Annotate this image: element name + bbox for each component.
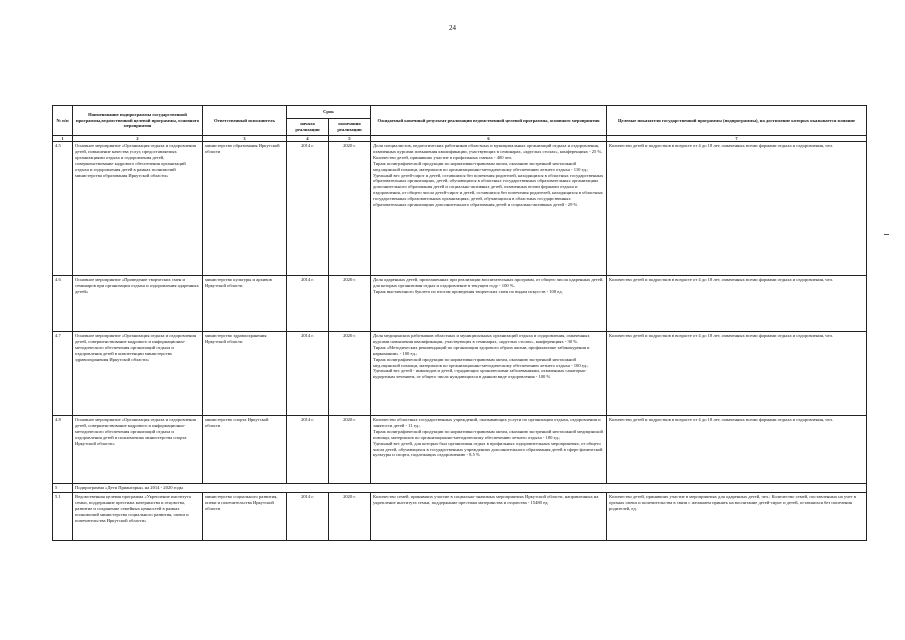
row-responsible: министерство спорта Иркутской области — [203, 416, 287, 484]
result-line: Доля специалистов, педагогических работников областных и муниципальных организаций отдыха и оздоровления, охваченных курсами повышения квалификации, участвующих в семинарах, «круглых столах», конференциях - 25 %. — [373, 143, 603, 154]
row-end: 2020 г. — [329, 492, 371, 540]
header-result: Ожидаемый конечный результат реализации ведомственной целевой программы, основного мероприятия — [371, 106, 607, 136]
result-line: Тираж полиграфической продукции по нормативно-правовым актам, оказанию экстренной неотложной мед.ицинской помощи, материалов по организационно-методическому обеспечению летнего отдыха - 110 ед.; — [373, 160, 589, 172]
result-line: Тираж полиграфической продукции по нормативно-правовым актам, оказанию экстренной неотложной медицинской помощи, материалов по организационно-методическому обеспечению летнего отдыха - 100 ед.; — [373, 428, 603, 440]
row-start: 2014 г. — [287, 492, 329, 540]
row-name: Основное мероприятие «Проведение творческих смен и семинаров при организации отдыха и оздоровления одаренных детей» — [73, 276, 203, 332]
column-number: 7 — [607, 136, 867, 142]
row-responsible: министерство культуры и архивов Иркутской области — [203, 276, 287, 332]
header-indicators: Целевые показатели государственной программы (подпрограммы), на достижение которых оказывается влияние — [607, 106, 867, 136]
column-number: 4 — [287, 136, 329, 142]
row-result — [371, 276, 607, 332]
header-term: Срок — [287, 106, 371, 119]
row-responsible: министерство здравоохранения Иркутской области — [203, 332, 287, 416]
row-indicators: Количество детей и подростков в возрасте от 4 до 18 лет, охваченных всеми формами отдыха и оздоровления, чел. — [607, 332, 867, 416]
table-row — [53, 142, 867, 276]
result-line: Удельный вес детей, для которых был организован отдых в профильных оздоровительных мероприятиях, от общего числа детей, обучающихся в государственных учреждениях дополнительного образования детей в сфере физической культуры и спорта, подлежащих оздоровлению - 8,5 % — [373, 440, 603, 458]
row-name: Основное мероприятие «Организация отдыха и оздоровления детей, совершенствование кадрового и информационно-методического обеспечения организаций отдыха и оздоровления детей в компетенции министерства здравоохранения Иркутской области» — [73, 332, 203, 416]
result-line: Доля медицинских работников областных и муниципальных организаций отдыха и оздоровления, охваченных курсами повышения квалификации, участвующих в семинарах, «круглых столах», конференциях - 30 %. — [373, 333, 590, 344]
column-number: 2 — [73, 136, 203, 142]
section-row — [53, 484, 867, 493]
result-line: Количество семей, принявших участие в социально-значимых мероприятиях Иркутской области, направленных на укрепление института семьи, поддержание престижа материнства и отцовства - 15480 ед. — [373, 493, 599, 505]
row-start: 2014 г. — [287, 332, 329, 416]
row-result — [371, 492, 607, 540]
row-number: 5.1 — [53, 492, 73, 540]
row-indicators: Количество детей, принявших участие в мероприятиях для одаренных детей, чел.; Количество семей, поставленных на учет в органах опеки и попечительства в связи с желанием принять на воспитание детей-сирот и детей, оставшихся без попечения родителей, ед. — [607, 492, 867, 540]
result-line: Тираж выставочного буклета по итогам проведения творческих смен по видам искусств - 100 ед. — [373, 288, 563, 294]
header-term-start: начала реализации — [287, 119, 329, 136]
header-row — [53, 106, 867, 119]
column-number: 3 — [203, 136, 287, 142]
row-number: 4.5 — [53, 142, 73, 276]
header-term-end: окончания реализации — [329, 119, 371, 136]
row-name: Основное мероприятие «Организация отдыха и оздоровления детей, повышение качества услуг, предоставляемых организациями отдыха и оздоровления детей, совершенствование кадрового обеспечения организаций отдыха и оздоровления детей в рамках полномочий министерства образования Иркутской области» — [73, 142, 203, 276]
section-number: 5 — [53, 484, 73, 493]
row-responsible: министерство образования Иркутской области — [203, 142, 287, 276]
result-line: Удельный вес детей-сирот и детей, оставшихся без попечения родителей, находящихся в областных государственных образовательных организациях, детей, обучающихся в областных государственных образовательных организациях дополнительного образования детей и социально-активных детей, охваченных всеми формами отдыха и оздоровления, от общего числа детей-сирот и детей, оставшихся без попечения родителей, находящихся в областных государственных образовательных организациях, детей, обучающихся в областных государственных образовательных организациях дополнительного образования детей и социально-активных детей - 29 % — [373, 172, 604, 208]
row-end: 2020 г. — [329, 416, 371, 484]
row-number: 4.6 — [53, 276, 73, 332]
column-number: 6 — [371, 136, 607, 142]
row-number: 4.7 — [53, 332, 73, 416]
row-indicators: Количество детей и подростков в возрасте от 4 до 18 лет, охваченных всеми формами отдыха и оздоровления, чел. — [607, 276, 867, 332]
table-row — [53, 416, 867, 484]
row-start: 2014 г. — [287, 142, 329, 276]
header-name: Наименование подпрограммы государственной программы,ведомственной целевой программы, основного мероприятия — [73, 106, 203, 136]
row-start: 2014 г. — [287, 416, 329, 484]
row-result — [371, 416, 607, 484]
row-responsible: министерство социального развития, опеки и попечительства Иркутской области — [203, 492, 287, 540]
row-name: Ведомственная целевая программа «Укрепление института семьи, поддержание престижа материнства и отцовства, развитие и сохранение семейных ценностей в рамках полномочий министерства социального развития, опеки и попечительства Иркутской области» — [73, 492, 203, 540]
result-line: Тираж «Методических рекомендаций по организации здорового образа жизни, профилактике табакокурения и наркомании» - 100 ед.; — [373, 344, 590, 356]
row-start: 2014 г. — [287, 276, 329, 332]
row-number: 4.8 — [53, 416, 73, 484]
header-responsible: Ответственный исполнитель — [203, 106, 287, 136]
section-title: Подпрограмма «Дети Приангарья» на 2014 - 2020 годы — [73, 484, 867, 493]
result-line: Удельный вес детей - инвалидов и детей, страдающих хроническими заболеваниями, охваченных санаторно-курортным лечением, от общего числа нуждающихся в данном виде оздоровления - 100 % — [373, 368, 587, 380]
row-result — [371, 332, 607, 416]
result-line: Количество детей, принявших участие в профильных сменах - 400 чел. — [373, 154, 513, 160]
table-row — [53, 332, 867, 416]
program-table — [52, 105, 867, 541]
header-num: № п/п — [53, 106, 73, 136]
page-number: 24 — [449, 24, 456, 32]
row-name: Основное мероприятие «Организация отдыха и оздоровления детей, совершенствование кадрового и информационно-методического обеспечения организаций отдыха и оздоровления детей в полномочиях министерства спорта Иркутской области» — [73, 416, 203, 484]
edge-mark — [884, 234, 889, 235]
row-end: 2020 г. — [329, 142, 371, 276]
row-result — [371, 142, 607, 276]
column-number: 1 — [53, 136, 73, 142]
row-indicators: Количество детей и подростков в возрасте от 4 до 18 лет, охваченных всеми формами отдыха и оздоровления, чел. — [607, 142, 867, 276]
row-end: 2020 г. — [329, 332, 371, 416]
table-row — [53, 276, 867, 332]
result-line: Количество областных государственных учреждений, оказывающих услуги по организации отдыха, оздоровления и занятости детей - 11 ед.; — [373, 417, 601, 428]
result-line: Тираж полиграфической продукции по нормативно-правовым актам, оказанию экстренной неотложной мед.ицинской помощи, материалов по организационно-методическому обеспечению летнего отдыха - 100 ед.; — [373, 356, 589, 368]
result-line: Доля одаренных детей, приглашенных при реализации воспитательных программ, от общего числа одаренных детей, для которых организован отдых и оздоровление в текущем году - 100 %. — [373, 277, 604, 288]
row-indicators: Количество детей и подростков в возрасте от 4 до 18 лет, охваченных всеми формами отдыха и оздоровления, чел. — [607, 416, 867, 484]
row-end: 2020 г. — [329, 276, 371, 332]
column-number: 5 — [329, 136, 371, 142]
table-row — [53, 492, 867, 540]
